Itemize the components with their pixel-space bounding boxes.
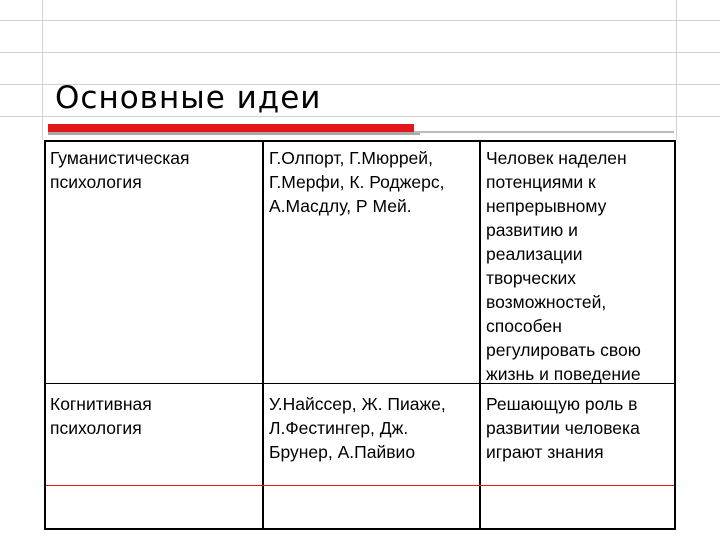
column-divider [479,142,481,528]
decorative-grid [0,0,720,140]
row-divider-red [46,485,674,486]
page-title: Основные идеи [55,80,322,116]
table-cell-authors: Г.Олпорт, Г.Мюррей, Г.Мерфи, К. Роджерс, А.Масдлу, Р Мей. [269,148,445,216]
title-accent-bar [48,124,414,132]
table-cell-idea: Решающую роль в развитии человека играют знания [486,394,640,462]
table-cell-idea: Человек наделен потенциями к непрерывному развитию и реализации творческих возможностей, способен регулировать свою жизнь и поведение [486,148,641,384]
table-cell-school: Когнитивная психология [50,394,152,438]
title-underline-extension [414,131,674,133]
title-underline [48,132,420,135]
column-divider [262,142,264,528]
table-cell-school: Гуманистическая психология [50,148,190,192]
ideas-table [44,140,676,530]
table-cell-authors: У.Найссер, Ж. Пиаже, Л.Фестингер, Дж. Брунер, А.Пайвио [269,394,446,462]
